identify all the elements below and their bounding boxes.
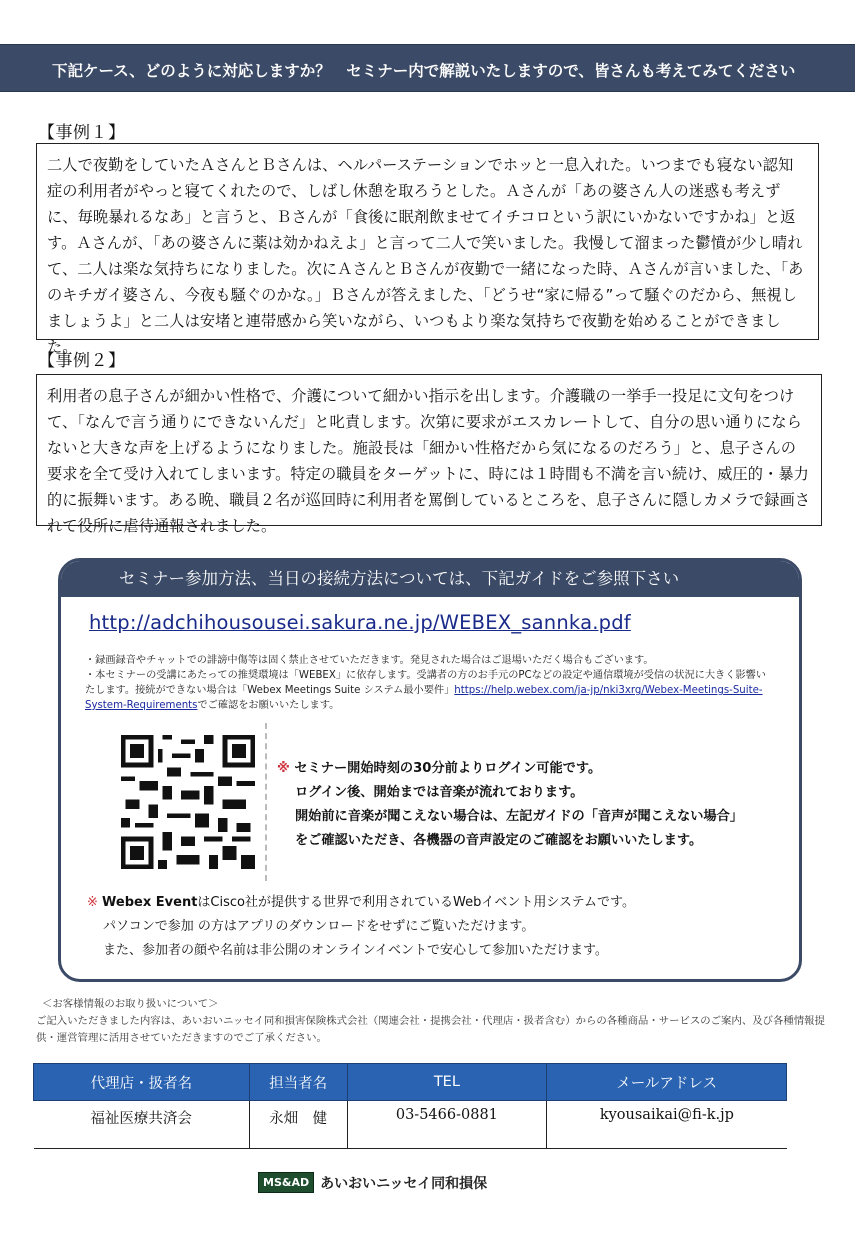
requirements-link[interactable]: https://help.webex.com/ja-jp/nki3xrg/Webex-Meetings-Suite-System-Requirements	[85, 685, 763, 711]
webex-line-3: また、参加者の顔や名前は非公開のオンラインイベントで安心して参加いただけます。	[103, 943, 608, 958]
webex-line-1: はCisco社が提供する世界で利用されているWebイベント用システムです。	[197, 895, 635, 910]
webex-event-name: Webex Event	[102, 895, 198, 910]
login-line-3: 開始前に音楽が聞こえない場合は、左記ガイドの「音声が聞こえない場合」	[295, 809, 743, 824]
login-line-1: セミナー開始時刻の30分前よりログイン可能です。	[294, 761, 602, 776]
header-person: 担当者名	[249, 1064, 347, 1101]
case2-text: 利用者の息子さんが細かい性格で、介護について細かい指示を出します。介護職の一挙手一投足に文句をつけて、「なんで言う通りにできないんだ」と叱責します。次第に要求がエスカレートして、自分の思い通りにならないと大きな声を上げるようになりました。施設長は「細かい性格だから気になるのだろう」と、息子さんの要求を全て受け入れてしまいます。特定の職員をターゲットに、時には１時間も不満を言い続け、威圧的・暴力的に振舞います。ある晩、職員２名が巡回時に利用者を罵倒しているところを、息子さんに隠しカメラで録画されて役所に虐待通報されました。	[47, 387, 811, 535]
header-agent: 代理店・扱者名	[34, 1064, 250, 1101]
header-banner	[0, 44, 855, 92]
cell-tel[interactable]: 03-5466-0881	[347, 1101, 547, 1149]
webex-info	[87, 891, 635, 963]
privacy-notice	[36, 996, 826, 1047]
table-row	[34, 1101, 787, 1149]
case1-text: 二人で夜勤をしていたＡさんとＢさんは、ヘルパーステーションでホッと一息入れた。いつまでも寝ない認知症の利用者がやっと寝てくれたので、しばし休憩を取ろうとした。Ａさんが「あの婆さん人の迷惑も考えずに、毎晩暴れるなあ」と言うと、Ｂさんが「食後に眠剤飲ませてイチコロという訳にいかないですかね」と返す。Ａさんが、「あの婆さんに薬は効かねえよ」と言って二人で笑いました。我慢して溜まった鬱憤が少し晴れて、二人は楽な気持ちになりました。次にＡさんとＢさんが夜勤で一緒になった時、Ａさんが言いました、「あのキチガイ婆さん、今夜も騒ぐのかな。」Ｂさんが答えました、「どうせ“家に帰る”って騒ぐのだから、無視しましょうよ」と二人は安堵と連帯感から笑いながら、いつもより楽な気持ちで夜勤を始めることができました。	[47, 156, 804, 356]
table-header-row	[34, 1064, 787, 1101]
privacy-body: ご記入いただきました内容は、あいおいニッセイ同和損害保険株式会社（関連会社・提携会社・代理店・扱者含む）からの各種商品・サービスのご案内、及び各種情報提供・運営管理に活用させていただきますのでご了承ください。	[36, 1015, 825, 1044]
note-environment: ・本セミナーの受講にあたっての推奨環境は「WEBEX」に依存します。受講者の方のお手元のPCなどの設定や通信環境が受信の状況に大きく影響いたします。接続ができない場合は「Webex Meetings Suite システム最小要件」https://help.webex.com/ja-jp/nki3xrg/Webex-Meetings-Suite-System-Requirementsでご確認をお願いいたします。	[85, 670, 766, 711]
privacy-title: ＜お客様情報のお取り扱いについて＞	[42, 998, 219, 1010]
login-instructions	[277, 757, 743, 853]
case2-box	[36, 374, 822, 535]
case1-label: 【事例１】	[38, 123, 126, 143]
login-line-4: をご確認いただき、各機器の音声設定のご確認をお願いいたします。	[295, 833, 703, 848]
login-note-mark: ※	[277, 761, 290, 776]
company-name: あいおいニッセイ同和損保	[320, 1175, 488, 1192]
qr-code-icon[interactable]	[121, 735, 255, 869]
header-tel: TEL	[347, 1064, 547, 1101]
webex-note-mark: ※	[87, 895, 98, 910]
guide-notes	[85, 653, 775, 713]
webex-line-2: パソコンで参加 の方はアプリのダウンロードをせずにご覧いただけます。	[103, 919, 535, 934]
seminar-guide-panel	[58, 558, 802, 982]
guide-pdf-link[interactable]: http://adchihousousei.sakura.ne.jp/WEBEX_sannka.pdf	[89, 611, 631, 634]
cell-email[interactable]: kyousaikai@fi-k.jp	[547, 1101, 787, 1149]
header-email: メールアドレス	[547, 1064, 787, 1101]
cell-person: 永畑 健	[249, 1101, 347, 1149]
guide-header: セミナー参加方法、当日の接続方法については、下記ガイドをご参照下さい	[61, 561, 799, 597]
note-recording: ・録画録音やチャットでの誹謗中傷等は固く禁止させていただきます。発見された場合はご退場いただく場合もございます。	[85, 655, 654, 666]
cell-agent: 福祉医療共済会	[34, 1101, 250, 1149]
case2-label: 【事例２】	[38, 351, 126, 371]
login-line-2: ログイン後、開始までは音楽が流れております。	[295, 785, 584, 800]
banner-title: 下記ケース、どのように対応しますか？ セミナー内で解説いたしますので、皆さんも考えてみてください	[52, 62, 796, 80]
footer-logo	[258, 1172, 487, 1193]
msad-logo: MS&AD	[258, 1172, 314, 1193]
contact-table	[33, 1063, 787, 1149]
case1-box	[36, 143, 819, 356]
